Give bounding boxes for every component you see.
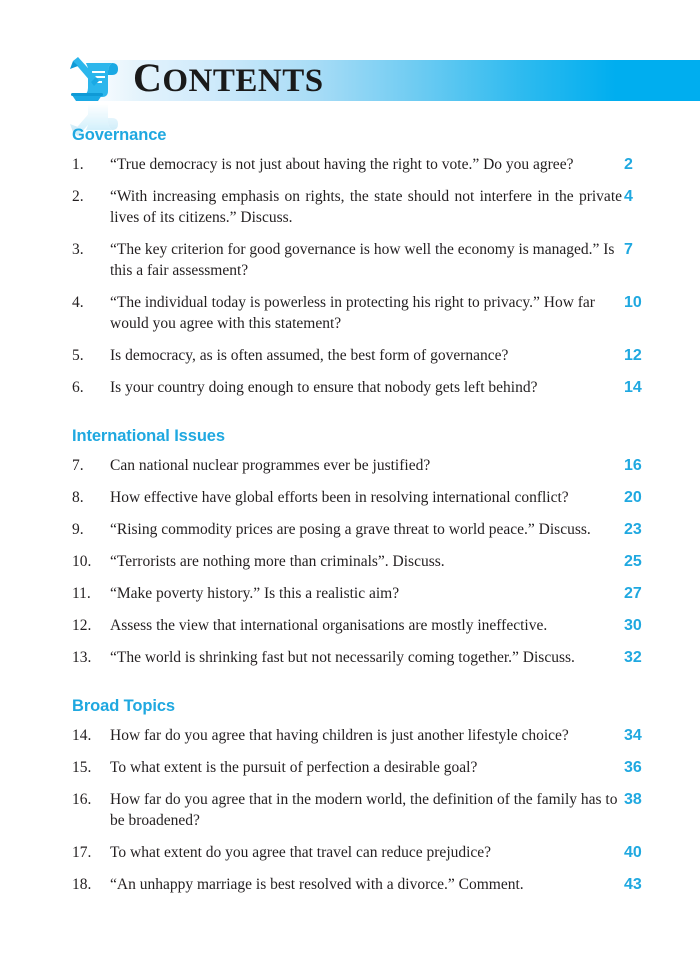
toc-section	[0, 126, 700, 398]
entry-title: How far do you agree that in the modern world, the definition of the family has to be broadened?	[110, 791, 618, 829]
toc-entry[interactable]	[0, 519, 700, 540]
entry-number: 5.	[72, 347, 84, 364]
entry-title: “An unhappy marriage is best resolved with a divorce.” Comment.	[110, 876, 524, 893]
entry-number: 6.	[72, 379, 84, 396]
entry-page-number: 36	[624, 759, 642, 776]
entry-title: “The key criterion for good governance is how well the economy is managed.” Is this a fair assessment?	[110, 241, 615, 279]
entry-page-number: 2	[624, 156, 633, 173]
entry-page-number: 12	[624, 347, 642, 364]
toc-entry[interactable]	[0, 487, 700, 508]
entry-number: 7.	[72, 457, 84, 474]
page-title-initial: C	[133, 55, 163, 100]
toc-entry[interactable]	[0, 842, 700, 863]
toc-entry[interactable]	[0, 154, 700, 175]
entry-page-number: 25	[624, 553, 642, 570]
entry-number: 13.	[72, 649, 92, 666]
toc-entry[interactable]	[0, 551, 700, 572]
scroll-pen-icon	[68, 55, 126, 105]
entry-title: Is democracy, as is often assumed, the best form of governance?	[110, 347, 509, 364]
toc-entry[interactable]	[0, 239, 700, 281]
toc-section	[0, 697, 700, 895]
entry-number: 4.	[72, 294, 84, 311]
toc-entry[interactable]	[0, 789, 700, 831]
entry-page-number: 38	[624, 791, 642, 808]
toc-entry[interactable]	[0, 874, 700, 895]
section-heading: Governance	[72, 126, 167, 144]
entry-title: To what extent do you agree that travel can reduce prejudice?	[110, 844, 492, 861]
entry-page-number: 23	[624, 521, 642, 538]
entry-page-number: 34	[624, 727, 642, 744]
entry-page-number: 27	[624, 585, 642, 602]
entry-page-number: 4	[624, 188, 633, 205]
entry-title: “The individual today is powerless in protecting his right to privacy.” How far would you agree with this statement?	[110, 294, 595, 332]
entry-number: 9.	[72, 521, 84, 538]
entry-number: 16.	[72, 791, 92, 808]
toc-entry[interactable]	[0, 615, 700, 636]
entry-title: Can national nuclear programmes ever be justified?	[110, 457, 431, 474]
entry-number: 2.	[72, 188, 84, 205]
toc-entry[interactable]	[0, 725, 700, 746]
toc-entry[interactable]	[0, 377, 700, 398]
entry-number: 11.	[72, 585, 91, 602]
entry-title: “True democracy is not just about having the right to vote.” Do you agree?	[110, 156, 574, 173]
entry-title: “Rising commodity prices are posing a grave threat to world peace.” Discuss.	[110, 521, 591, 538]
entry-page-number: 30	[624, 617, 642, 634]
page-title	[133, 55, 324, 104]
toc-section	[0, 427, 700, 668]
entry-page-number: 20	[624, 489, 642, 506]
entry-title: “Make poverty history.” Is this a realistic aim?	[110, 585, 400, 602]
entry-title: “The world is shrinking fast but not necessarily coming together.” Discuss.	[110, 649, 575, 666]
entry-page-number: 40	[624, 844, 642, 861]
toc-entry[interactable]	[0, 455, 700, 476]
entry-title: To what extent is the pursuit of perfection a desirable goal?	[110, 759, 478, 776]
entry-number: 14.	[72, 727, 92, 744]
entry-number: 17.	[72, 844, 92, 861]
entry-page-number: 43	[624, 876, 642, 893]
page-header	[0, 55, 700, 101]
toc-entry[interactable]	[0, 583, 700, 604]
page-title-rest: ONTENTS	[162, 63, 324, 99]
section-heading: International Issues	[72, 427, 225, 445]
entry-number: 18.	[72, 876, 92, 893]
entry-number: 3.	[72, 241, 84, 258]
table-of-contents	[0, 126, 700, 906]
entry-title: Assess the view that international organisations are mostly ineffective.	[110, 617, 548, 634]
entry-page-number: 32	[624, 649, 642, 666]
toc-entry[interactable]	[0, 186, 700, 228]
entry-page-number: 16	[624, 457, 642, 474]
entry-number: 10.	[72, 553, 92, 570]
toc-entry[interactable]	[0, 647, 700, 668]
entry-title: “Terrorists are nothing more than criminals”. Discuss.	[110, 553, 445, 570]
entry-title: Is your country doing enough to ensure that nobody gets left behind?	[110, 379, 538, 396]
entry-title: How far do you agree that having children is just another lifestyle choice?	[110, 727, 569, 744]
entry-number: 1.	[72, 156, 84, 173]
entry-number: 8.	[72, 489, 84, 506]
entry-title: How effective have global efforts been in resolving international conflict?	[110, 489, 569, 506]
entry-number: 15.	[72, 759, 92, 776]
toc-entry[interactable]	[0, 345, 700, 366]
entry-title: “With increasing emphasis on rights, the state should not interfere in the private lives of its citizens.” Discuss.	[110, 188, 622, 226]
entry-page-number: 10	[624, 294, 642, 311]
section-heading: Broad Topics	[72, 697, 176, 715]
entry-page-number: 7	[624, 241, 633, 258]
toc-entry[interactable]	[0, 757, 700, 778]
entry-number: 12.	[72, 617, 92, 634]
toc-entry[interactable]	[0, 292, 700, 334]
entry-page-number: 14	[624, 379, 642, 396]
